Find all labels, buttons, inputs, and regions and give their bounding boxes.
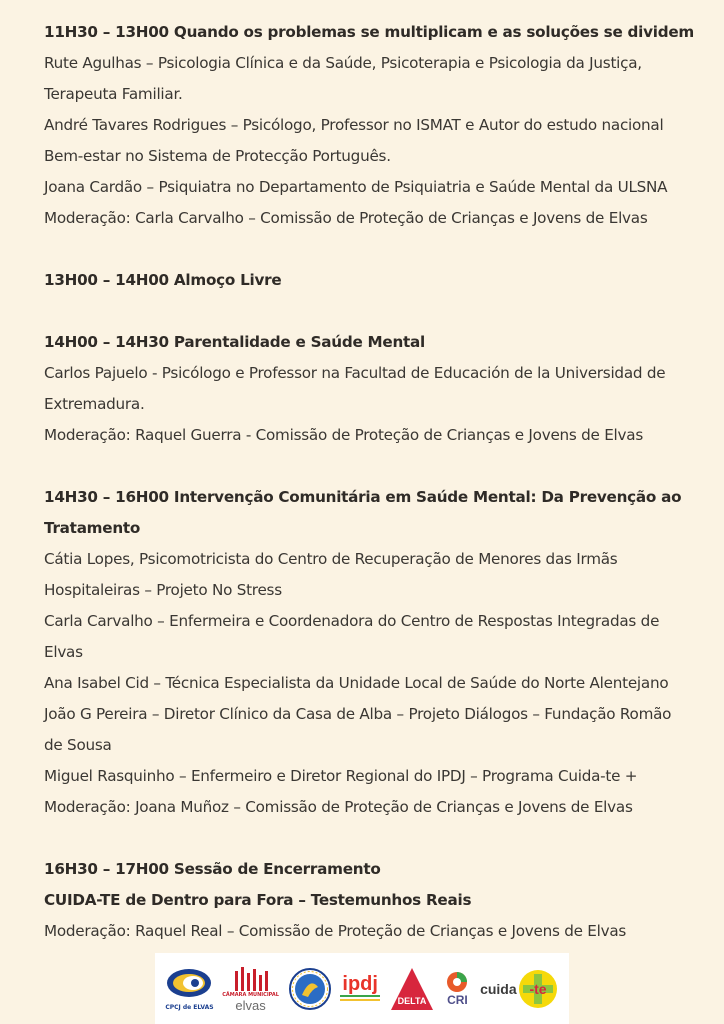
- round-seal-icon: [288, 967, 332, 1011]
- session-title: 14H30 – 16H00 Intervenção Comunitária em Saúde Mental: Da Prevenção ao: [44, 488, 682, 506]
- elvas-wordmark: elvas: [235, 997, 266, 1013]
- ipdj-wordmark: ipdj: [342, 972, 378, 995]
- delta-logo: [389, 966, 435, 1012]
- program-schedule: [44, 17, 694, 947]
- speaker-line: Ana Isabel Cid – Técnica Especialista da Unidade Local de Saúde do Norte Alentejano: [44, 674, 669, 692]
- speaker-line: Bem-estar no Sistema de Protecção Português.: [44, 147, 391, 165]
- speaker-line: Joana Cardão – Psiquiatra no Departamento de Psiquiatria e Saúde Mental da ULSNA: [44, 178, 668, 196]
- speaker-line: Carlos Pajuelo - Psicólogo e Professor na Facultad de Educación de la Universidad de: [44, 364, 666, 382]
- speaker-line: Carla Carvalho – Enfermeira e Coordenadora do Centro de Respostas Integradas de: [44, 612, 660, 630]
- cpcj-caption: CPCJ de ELVAS: [165, 1003, 214, 1011]
- session-title: 11H30 – 13H00 Quando os problemas se multiplicam e as soluções se dividem: [44, 23, 694, 41]
- elvas-logo: [222, 965, 279, 1013]
- speaker-line: Miguel Rasquinho – Enfermeiro e Diretor Regional do IPDJ – Programa Cuida-te +: [44, 767, 638, 785]
- delta-wordmark: DELTA: [397, 995, 427, 1006]
- speaker-line: Terapeuta Familiar.: [44, 85, 183, 103]
- camara-caption: CÂMARA MUNICIPAL: [222, 991, 279, 998]
- cuida-wordmark: cuida: [480, 980, 517, 997]
- speaker-line: Elvas: [44, 643, 83, 661]
- session-title: 13H00 – 14H00 Almoço Livre: [44, 271, 282, 289]
- moderation-line: Moderação: Raquel Guerra - Comissão de Proteção de Crianças e Jovens de Elvas: [44, 426, 643, 444]
- speaker-line: Extremadura.: [44, 395, 145, 413]
- speaker-line: de Sousa: [44, 736, 112, 754]
- moderation-line: Moderação: Carla Carvalho – Comissão de Proteção de Crianças e Jovens de Elvas: [44, 209, 648, 227]
- moderation-line: Moderação: Raquel Real – Comissão de Proteção de Crianças e Jovens de Elvas: [44, 922, 627, 940]
- session-title-cont: Tratamento: [44, 519, 141, 537]
- cuida-te-logo: [480, 968, 559, 1010]
- speaker-line: Cátia Lopes, Psicomotricista do Centro de Recuperação de Menores das Irmãs: [44, 550, 618, 568]
- session-title: 14H00 – 14H30 Parentalidade e Saúde Mental: [44, 333, 425, 351]
- cuida-te-badge-icon: [517, 968, 559, 1010]
- cri-wordmark: CRI: [447, 992, 468, 1007]
- session-subtitle: CUIDA-TE de Dentro para Fora – Testemunhos Reais: [44, 891, 472, 909]
- elvas-aqueduct-icon: [231, 965, 271, 991]
- cuida-te-suffix: -te: [529, 980, 547, 997]
- speaker-line: Hospitaleiras – Projeto No Stress: [44, 581, 282, 599]
- session-title: 16H30 – 17H00 Sessão de Encerramento: [44, 860, 381, 878]
- cpcj-emblem-icon: [165, 967, 213, 1003]
- cpcj-logo: [165, 967, 213, 1011]
- ipdj-stripes-icon: [340, 994, 380, 1004]
- speaker-line: Rute Agulhas – Psicologia Clínica e da Saúde, Psicoterapia e Psicologia da Justiça,: [44, 54, 642, 72]
- ipdj-logo: [340, 974, 380, 1004]
- moderation-line: Moderação: Joana Muñoz – Comissão de Proteção de Crianças e Jovens de Elvas: [44, 798, 633, 816]
- speaker-line: André Tavares Rodrigues – Psicólogo, Professor no ISMAT e Autor do estudo nacional: [44, 116, 664, 134]
- speaker-line: João G Pereira – Diretor Clínico da Casa de Alba – Projeto Diálogos – Fundação Romão: [44, 705, 672, 723]
- cri-logo: [443, 971, 471, 1007]
- cri-circle-icon: [443, 971, 471, 993]
- emblem-logo: [288, 967, 332, 1011]
- delta-triangle-icon: [389, 966, 435, 1012]
- sponsor-logos-bar: [155, 953, 569, 1024]
